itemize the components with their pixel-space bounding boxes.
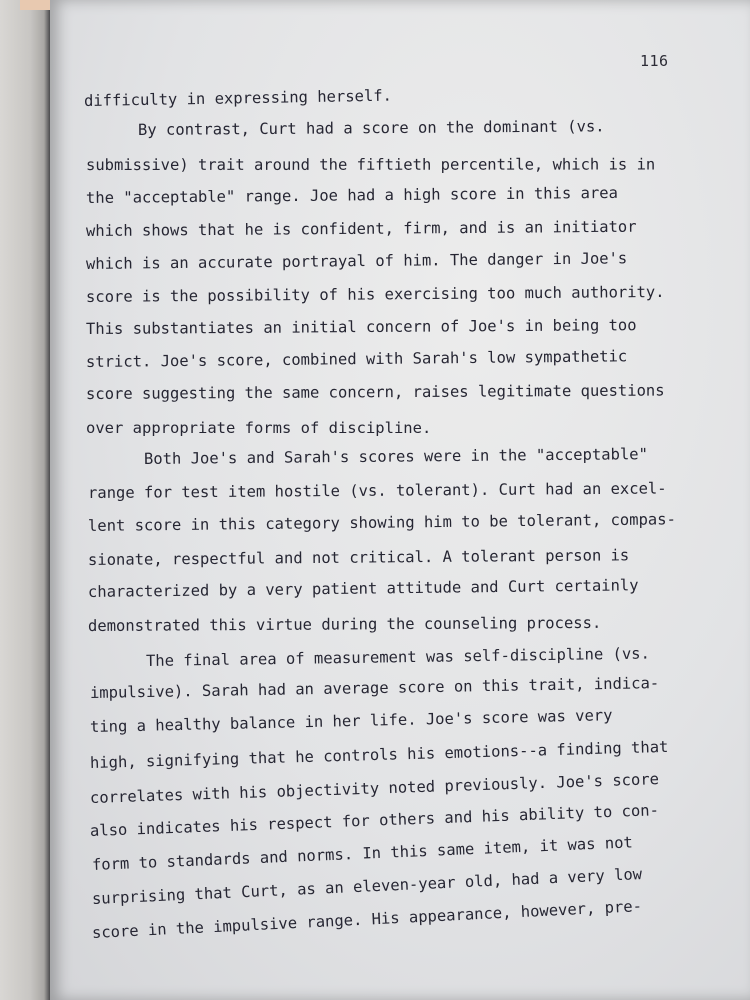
text-line: By contrast, Curt had a score on the dominant (vs.: [137, 117, 605, 139]
text-line: difficulty in expressing herself.: [83, 86, 393, 110]
text-line: surprising that Curt, as an eleven-year old, had a very low: [91, 865, 643, 908]
text-line: Both Joe's and Sarah's scores were in the "acceptable": [143, 445, 648, 468]
text-line: form to standards and norms. In this same item, it was not: [91, 833, 634, 874]
text-line: over appropriate forms of discipline.: [86, 419, 432, 437]
text-line: correlates with his objectivity noted previously. Joe's score: [89, 770, 660, 807]
text-line: strict. Joe's score, combined with Sarah's low sympathetic: [85, 347, 628, 371]
text-line: ting a healthy balance in her life. Joe's score was very: [89, 706, 613, 736]
page-number: 116: [640, 52, 669, 70]
text-line: lent score in this category showing him to be tolerant, compas-: [87, 510, 676, 535]
text-line: score in the impulsive range. His appearance, however, pre-: [91, 897, 643, 942]
text-line: range for test item hostile (vs. tolerant). Curt had an excel-: [87, 479, 667, 502]
text-line: which shows that he is confident, firm, and is an initiator: [85, 217, 637, 240]
text-line: which is an accurate portrayal of him. The danger in Joe's: [85, 249, 628, 273]
text-line: impulsive). Sarah had an average score on this trait, indica-: [89, 674, 660, 702]
text-line: high, signifying that he controls his emotions--a finding that: [89, 737, 669, 772]
text-line: also indicates his respect for others and his ability to con-: [89, 801, 660, 840]
text-line: This substantiates an initial concern of Joe's in being too: [85, 316, 637, 338]
text-line: the "acceptable" range. Joe had a high score in this area: [85, 183, 618, 207]
text-line: The final area of measurement was self-discipline (vs.: [145, 644, 650, 670]
text-line: demonstrated this virtue during the counseling process.: [87, 613, 602, 635]
text-line: score suggesting the same concern, raises legitimate questions: [85, 381, 665, 403]
text-line: characterized by a very patient attitude and Curt certainly: [87, 576, 639, 601]
text-line: score is the possibility of his exercising too much authority.: [85, 282, 665, 306]
text-line: submissive) trait around the fiftieth percentile, which is in: [85, 155, 656, 174]
text-line: sionate, respectful and not critical. A tolerant person is: [87, 546, 630, 569]
